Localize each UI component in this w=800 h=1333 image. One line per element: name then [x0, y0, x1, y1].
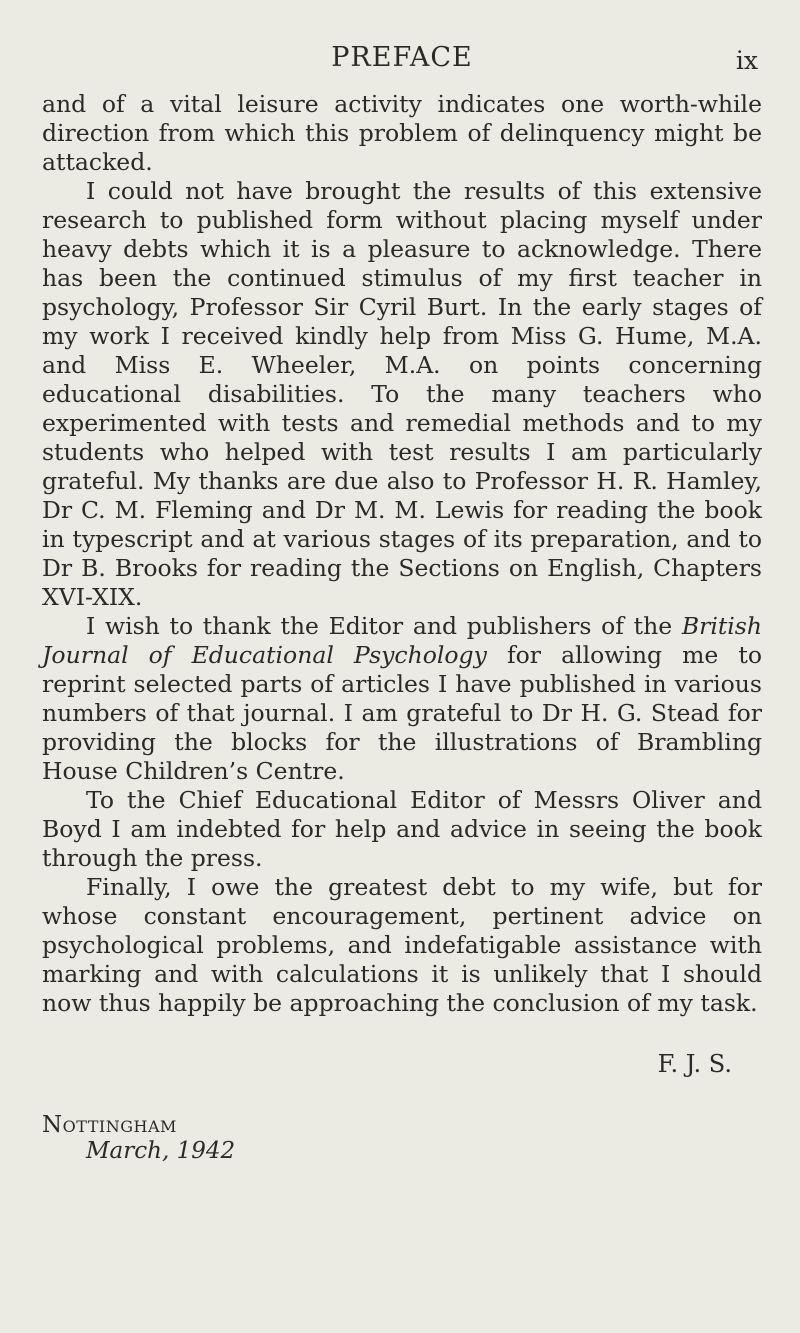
running-title: PREFACE	[331, 42, 473, 73]
preface-body	[42, 90, 762, 1018]
signoff-place: Nottingham	[42, 1112, 177, 1138]
page-header	[42, 42, 762, 90]
paragraph-5: Finally, I owe the greatest debt to my wife, but for whose constant encouragement, pertinent advice on psychological problems, and indefatigable assistance with marking and with calculations it is unlikely that I should now thus happily be approaching the conclusion of my task.	[42, 873, 762, 1017]
paragraph-1: and of a vital leisure activity indicates one worth-while direction from which this problem of delinquency might be attacked.	[42, 90, 762, 176]
author-initials: F. J. S.	[657, 1050, 732, 1078]
signoff-date: March, 1942	[86, 1138, 236, 1164]
journal-title: British Journal of Educational Psychology	[42, 612, 762, 669]
paragraph-4: To the Chief Educational Editor of Messrs Oliver and Boyd I am indebted for help and advice in seeing the book through the press.	[42, 786, 762, 872]
page-number: ix	[735, 46, 758, 75]
paragraph-2: I could not have brought the results of this extensive research to published form without placing myself under heavy debts which it is a pleasure to acknowledge. There has been the continued stimulus of my first teacher in psychology, Professor Sir Cyril Burt. In the early stages of my work I received kindly help from Miss G. Hume, M.A. and Miss E. Wheeler, M.A. on points concerning educational disabilities. To the many teachers who experimented with tests and remedial methods and to my students who helped with test results I am particularly grateful. My thanks are due also to Professor H. R. Hamley, Dr C. M. Fleming and Dr M. M. Lewis for reading the book in typescript and at various stages of its preparation, and to Dr B. Brooks for reading the Sections on English, Chapters XVI-XIX.	[42, 177, 762, 611]
paragraph-3: I wish to thank the Editor and publishers of the British Journal of Educational Psychology for allowing me to reprint selected parts of articles I have published in various numbers of that journal. I am grateful to Dr H. G. Stead for providing the blocks for the illustrations of Brambling House Children’s Centre.	[42, 612, 763, 785]
